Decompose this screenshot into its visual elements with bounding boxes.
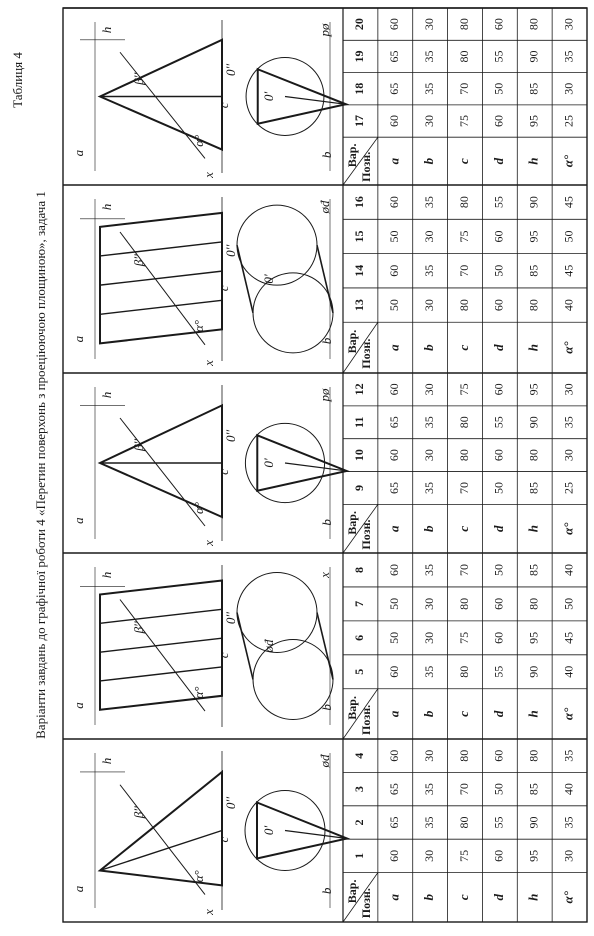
- param-name: a: [386, 525, 402, 532]
- figure-label: β'': [130, 621, 146, 634]
- variant-number: 17: [352, 115, 367, 128]
- table-cell: 80: [456, 597, 471, 610]
- table-cell: 30: [421, 849, 436, 862]
- figure-label: a: [70, 702, 86, 709]
- table-cell: 60: [387, 849, 402, 862]
- table-cell: 95: [526, 230, 541, 243]
- variant-number: 2: [352, 819, 367, 826]
- table-cell: 50: [491, 481, 506, 494]
- table-cell: 50: [561, 597, 576, 610]
- figure-label: 0': [260, 458, 276, 468]
- table-cell: 85: [526, 82, 541, 95]
- table-cell: 35: [561, 816, 576, 829]
- figure-label: α°: [190, 134, 206, 147]
- param-name: b: [421, 344, 437, 351]
- table-cell: 65: [387, 82, 402, 95]
- param-name: d: [490, 710, 506, 718]
- figure-label: b: [318, 887, 334, 895]
- table-cell: 60: [387, 196, 402, 209]
- page-caption: Варіанти завдань до графічної роботи 4 «Перетин поверхонь з проеціюючою площиною», задача 1: [33, 191, 48, 739]
- param-name: α°: [560, 341, 576, 354]
- table-cell: 60: [387, 449, 402, 462]
- variant-number: 8: [352, 566, 367, 573]
- figure-label: 0': [260, 91, 276, 102]
- figure-drawing: [71, 751, 347, 916]
- param-name: α°: [560, 522, 576, 535]
- figure-label: b: [318, 337, 334, 345]
- param-name: b: [421, 157, 437, 165]
- table-cell: 90: [526, 665, 541, 678]
- figure-label: øđ: [260, 639, 276, 653]
- table-cell: 60: [491, 597, 506, 610]
- param-name: c: [455, 525, 471, 532]
- table-cell: 70: [456, 563, 471, 576]
- variant-number: 13: [352, 299, 367, 312]
- table-cell: 60: [491, 631, 506, 644]
- param-name: b: [421, 894, 437, 901]
- header-label-var: Вар.: [345, 511, 360, 535]
- variant-number: 7: [352, 600, 367, 607]
- table-cell: 40: [561, 665, 576, 678]
- table-cell: 95: [526, 631, 541, 644]
- table-cell: 35: [561, 416, 576, 429]
- param-name: α°: [560, 707, 576, 721]
- figure-label: h: [98, 757, 114, 765]
- variant-number: 10: [352, 449, 367, 462]
- figure-label: b: [318, 704, 334, 711]
- table-cell: 35: [421, 264, 436, 277]
- table-cell: 60: [387, 264, 402, 277]
- table-cell: 80: [456, 50, 471, 63]
- table-cell: 30: [421, 383, 436, 396]
- table-cell: 90: [526, 416, 541, 429]
- parameter-table: [343, 553, 587, 739]
- table-cell: 50: [387, 299, 402, 312]
- table-cell: 55: [491, 50, 506, 63]
- table-cell: 60: [491, 383, 506, 396]
- figure-label: øđ: [316, 200, 332, 214]
- figure-label: α°: [190, 870, 206, 883]
- param-name: a: [386, 894, 402, 901]
- table-cell: 65: [387, 783, 402, 796]
- table-cell: 55: [491, 665, 506, 678]
- header-label-pozn: Позн.: [359, 704, 374, 735]
- variant-number: 3: [352, 786, 367, 793]
- table-cell: 75: [456, 631, 471, 644]
- figure-label: 0'': [222, 429, 238, 443]
- param-name: c: [455, 344, 471, 351]
- table-cell: 90: [526, 196, 541, 209]
- variant-block: [63, 8, 587, 185]
- variant-number: 18: [352, 82, 367, 95]
- param-name: b: [421, 710, 437, 718]
- header-label-pozn: Позн.: [359, 519, 374, 550]
- variant-number: 19: [352, 50, 367, 63]
- figure-label: c: [215, 469, 231, 475]
- figure-label: a: [70, 335, 86, 343]
- figure-label: c: [215, 285, 231, 292]
- table-cell: 45: [561, 264, 576, 277]
- param-name: a: [386, 344, 402, 351]
- table-cell: 80: [456, 749, 471, 762]
- figure-label: α°: [190, 319, 206, 333]
- table-cell: 30: [561, 383, 576, 396]
- param-name: h: [525, 710, 541, 718]
- figure-label: x: [200, 172, 216, 178]
- table-cell: 95: [526, 849, 541, 862]
- param-name: a: [386, 710, 402, 718]
- table-cell: 50: [491, 82, 506, 95]
- table-cell: 35: [561, 749, 576, 762]
- table-cell: 85: [526, 481, 541, 494]
- figure-label: 0'': [222, 63, 238, 76]
- figure-label: α°: [190, 686, 206, 699]
- figure-label: β'': [130, 254, 146, 267]
- header-label-pozn: Позн.: [359, 338, 374, 369]
- param-name: c: [455, 894, 471, 901]
- table-cell: 30: [421, 299, 436, 312]
- variant-number: 16: [352, 196, 367, 209]
- table-cell: 30: [421, 18, 436, 31]
- figure-label: 0'': [222, 612, 238, 625]
- param-name: α°: [560, 154, 576, 168]
- table-cell: 40: [561, 783, 576, 796]
- variant-number: 1: [352, 852, 367, 859]
- table-cell: 30: [421, 115, 436, 128]
- table-cell: 50: [491, 783, 506, 796]
- table-cell: 75: [456, 383, 471, 396]
- param-name: h: [525, 893, 541, 901]
- table-cell: 65: [387, 416, 402, 429]
- table-cell: 35: [421, 563, 436, 576]
- table-cell: 70: [456, 783, 471, 796]
- table-cell: 40: [561, 299, 576, 312]
- table-cell: 50: [491, 563, 506, 576]
- figure-label: h: [98, 571, 114, 579]
- figure-label: β'': [130, 806, 146, 819]
- table-cell: 30: [561, 82, 576, 95]
- table-cell: 70: [456, 481, 471, 494]
- figure-label: c: [215, 102, 231, 109]
- table-cell: 30: [421, 230, 436, 243]
- table-cell: 55: [491, 416, 506, 429]
- table-cell: 30: [421, 631, 436, 644]
- figure-label: α°: [190, 501, 206, 515]
- table-cell: 45: [561, 631, 576, 644]
- table-cell: 80: [526, 299, 541, 312]
- table-cell: 80: [456, 18, 471, 31]
- variant-block: [63, 185, 587, 373]
- variant-number: 9: [352, 484, 367, 491]
- table-cell: 60: [491, 749, 506, 762]
- figure-label: b: [318, 151, 334, 159]
- figure-label: β'': [130, 72, 146, 85]
- table-cell: 75: [456, 849, 471, 862]
- param-name: b: [421, 525, 437, 532]
- table-cell: 85: [526, 783, 541, 796]
- table-cell: 60: [491, 230, 506, 243]
- figure-label: pø: [316, 23, 332, 37]
- table-cell: 60: [387, 18, 402, 31]
- param-name: h: [525, 525, 541, 533]
- table-cell: 30: [561, 849, 576, 862]
- variant-number: 14: [352, 264, 367, 277]
- table-cell: 35: [421, 481, 436, 494]
- table-cell: 40: [561, 563, 576, 576]
- table-cell: 25: [561, 481, 576, 494]
- table-cell: 35: [421, 196, 436, 209]
- param-name: h: [525, 157, 541, 165]
- table-cell: 30: [421, 597, 436, 610]
- variant-number: 4: [352, 752, 367, 759]
- variant-number: 5: [352, 668, 367, 675]
- table-cell: 25: [561, 115, 576, 128]
- table-cell: 60: [491, 299, 506, 312]
- table-cell: 30: [561, 449, 576, 462]
- figure-label: a: [70, 149, 86, 157]
- table-cell: 35: [421, 783, 436, 796]
- table-cell: 50: [387, 631, 402, 644]
- table-label: Таблиця 4: [10, 52, 25, 108]
- header-label-var: Вар.: [345, 696, 360, 720]
- param-name: d: [490, 344, 506, 351]
- figure-label: b: [318, 519, 334, 526]
- table-cell: 50: [561, 230, 576, 243]
- figure-drawing: [71, 565, 334, 727]
- table-cell: 90: [526, 50, 541, 63]
- param-name: c: [455, 158, 471, 164]
- table-cell: 90: [526, 816, 541, 829]
- variant-block: [63, 553, 587, 739]
- figure-label: x: [200, 909, 216, 915]
- table-cell: 60: [387, 749, 402, 762]
- variant-block: [63, 373, 587, 553]
- variant-block: [63, 739, 587, 922]
- figure-label: a: [70, 885, 86, 893]
- figure-drawing: [71, 197, 334, 367]
- table-cell: 80: [456, 416, 471, 429]
- header-label-var: Вар.: [345, 143, 360, 168]
- table-cell: 35: [421, 50, 436, 63]
- table-cell: 60: [387, 383, 402, 396]
- param-name: h: [525, 344, 541, 352]
- parameter-table: [343, 739, 587, 922]
- table-cell: 50: [387, 597, 402, 610]
- param-name: a: [386, 157, 402, 165]
- figure-label: h: [98, 26, 114, 34]
- table-cell: 35: [421, 816, 436, 829]
- table-cell: 80: [456, 196, 471, 209]
- parameter-table: [343, 8, 587, 185]
- table-cell: 45: [561, 196, 576, 209]
- figure-label: 0': [260, 825, 276, 836]
- table-cell: 35: [421, 82, 436, 95]
- table-cell: 85: [526, 563, 541, 576]
- param-name: d: [490, 894, 506, 901]
- param-name: d: [490, 525, 506, 532]
- figure-label: h: [98, 203, 114, 211]
- table-cell: 30: [421, 449, 436, 462]
- table-cell: 85: [526, 264, 541, 277]
- table-cell: 55: [491, 816, 506, 829]
- table-cell: 65: [387, 481, 402, 494]
- variant-number: 12: [352, 383, 367, 396]
- figure-label: x: [200, 540, 216, 546]
- figure-label: 0': [260, 274, 276, 284]
- figure-label: x: [316, 572, 332, 578]
- table-cell: 60: [491, 115, 506, 128]
- header-label-var: Вар.: [345, 329, 360, 354]
- table-cell: 60: [387, 665, 402, 678]
- table-cell: 70: [456, 264, 471, 277]
- table-cell: 80: [456, 449, 471, 462]
- parameter-table: [343, 373, 587, 553]
- table-cell: 60: [491, 849, 506, 862]
- header-label-pozn: Позн.: [359, 888, 374, 919]
- figure-label: øđ: [316, 754, 332, 768]
- variant-number: 11: [352, 416, 367, 428]
- param-name: α°: [560, 891, 576, 904]
- table-cell: 55: [491, 196, 506, 209]
- table-cell: 30: [561, 18, 576, 31]
- table-cell: 95: [526, 383, 541, 396]
- table-cell: 65: [387, 50, 402, 63]
- figure-label: 0'': [222, 244, 238, 257]
- table-cell: 80: [526, 18, 541, 31]
- figure-label: 0'': [222, 797, 238, 810]
- variant-number: 6: [352, 634, 367, 641]
- header-label-pozn: Позн.: [359, 151, 374, 182]
- table-cell: 80: [456, 299, 471, 312]
- figure-label: h: [98, 391, 114, 399]
- table-cell: 35: [421, 665, 436, 678]
- table-cell: 80: [456, 816, 471, 829]
- figure-label: β'': [130, 438, 146, 452]
- table-cell: 50: [491, 264, 506, 277]
- table-cell: 75: [456, 230, 471, 243]
- table-cell: 35: [561, 50, 576, 63]
- param-name: d: [490, 157, 506, 165]
- table-cell: 65: [387, 816, 402, 829]
- table-cell: 35: [421, 416, 436, 429]
- variant-number: 20: [352, 18, 367, 31]
- table-cell: 75: [456, 115, 471, 128]
- figure-drawing: [71, 385, 347, 547]
- table-cell: 30: [421, 749, 436, 762]
- table-cell: 95: [526, 115, 541, 128]
- table-cell: 60: [491, 449, 506, 462]
- table-cell: 70: [456, 82, 471, 95]
- table-cell: 80: [456, 665, 471, 678]
- figure-label: a: [70, 517, 86, 524]
- param-name: c: [455, 710, 471, 717]
- figure-drawing: [71, 20, 346, 179]
- variant-number: 15: [352, 230, 367, 243]
- table-cell: 60: [491, 18, 506, 31]
- header-label-var: Вар.: [345, 879, 360, 904]
- figure-label: c: [215, 652, 231, 659]
- table-cell: 80: [526, 449, 541, 462]
- parameter-table: [343, 185, 587, 373]
- table-cell: 60: [387, 115, 402, 128]
- table-cell: 60: [387, 563, 402, 576]
- table-cell: 80: [526, 749, 541, 762]
- figure-label: c: [215, 836, 231, 843]
- table-cell: 80: [526, 597, 541, 610]
- table-cell: 50: [387, 230, 402, 243]
- figure-label: x: [200, 360, 216, 366]
- figure-label: pø: [316, 388, 332, 402]
